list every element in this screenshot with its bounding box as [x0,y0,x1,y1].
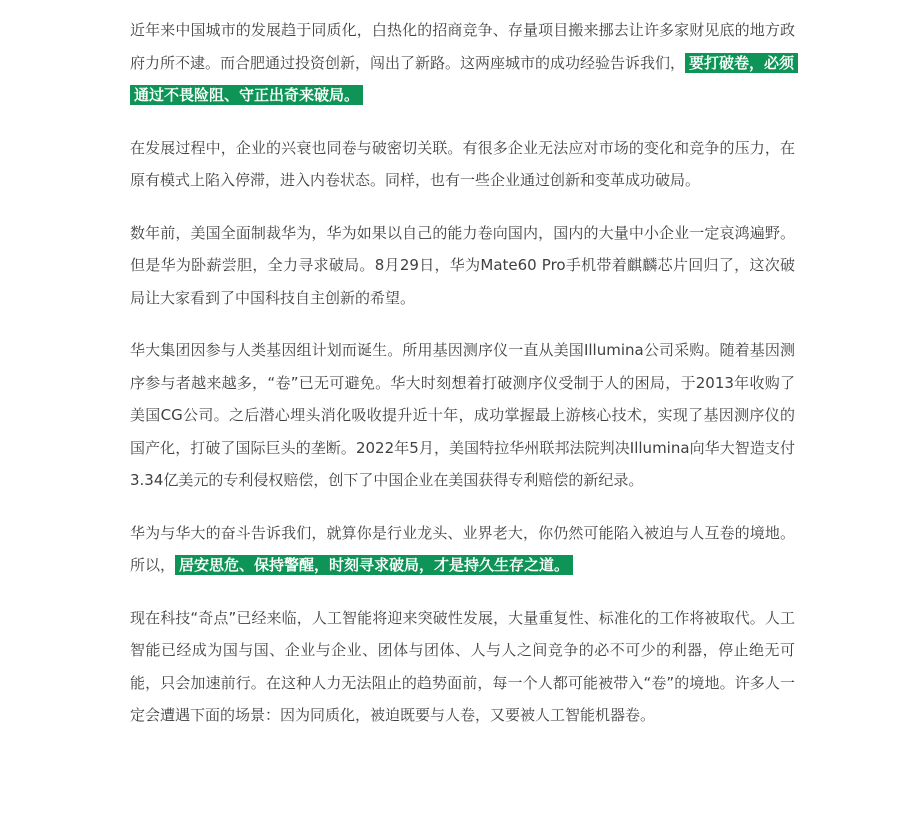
paragraph-text: 近年来中国城市的发展趋于同质化，白热化的招商竞争、存量项目搬来挪去让许多家财见底的地方政府力所不逮。而合肥通过投资创新，闯出了新路。这两座城市的成功经验告诉我们， [130,21,795,72]
highlighted-text: 居安思危、保持警醒，时刻寻求破局，才是持久生存之道。 [175,555,573,575]
highlighted-text: 要打破卷，必须通过不畏险阻、守正出奇来破局。 [130,53,798,106]
paragraph-1 [130,14,795,112]
paragraph-6 [130,602,795,732]
paragraph-text: 数年前，美国全面制裁华为，华为如果以自己的能力卷向国内，国内的大量中小企业一定哀鸿遍野。但是华为卧薪尝胆，全力寻求破局。8月29日，华为Mate60 Pro手机带着麒麟芯片回归了，这次破局让大家看到了中国科技自主创新的希望。 [130,223,795,307]
article-body [130,14,795,752]
paragraph-text: 在发展过程中，企业的兴衰也同卷与破密切关联。有很多企业无法应对市场的变化和竞争的压力，在原有模式上陷入停滞，进入内卷状态。同样，也有一些企业通过创新和变革成功破局。 [130,138,795,189]
paragraph-2 [130,132,795,197]
paragraph-text: 华为与华大的奋斗告诉我们，就算你是行业龙头、业界老大，你仍然可能陷入被迫与人互卷的境地。所以， [130,523,795,574]
paragraph-text: 现在科技“奇点”已经来临，人工智能将迎来突破性发展，大量重复性、标准化的工作将被取代。人工智能已经成为国与国、企业与企业、团体与团体、人与人之间竞争的必不可少的利器，停止绝无可能，只会加速前行。在这种人力无法阻止的趋势面前，每一个人都可能被带入“卷”的境地。许多人一定会遭遇下面的场景：因为同质化，被迫既要与人卷，又要被人工智能机器卷。 [130,608,795,724]
paragraph-4 [130,334,795,497]
paragraph-3 [130,217,795,315]
paragraph-text: 华大集团因参与人类基因组计划而诞生。所用基因测序仪一直从美国Illumina公司采购。随着基因测序参与者越来越多，“卷”已无可避免。华大时刻想着打破测序仪受制于人的困局，于2013年收购了美国CG公司。之后潜心埋头消化吸收提升近十年，成功掌握最上游核心技术，实现了基因测序仪的国产化，打破了国际巨头的垄断。2022年5月，美国特拉华州联邦法院判决Illumina向华大智造支付3.34亿美元的专利侵权赔偿，创下了中国企业在美国获得专利赔偿的新纪录。 [130,341,795,489]
paragraph-5 [130,517,795,582]
